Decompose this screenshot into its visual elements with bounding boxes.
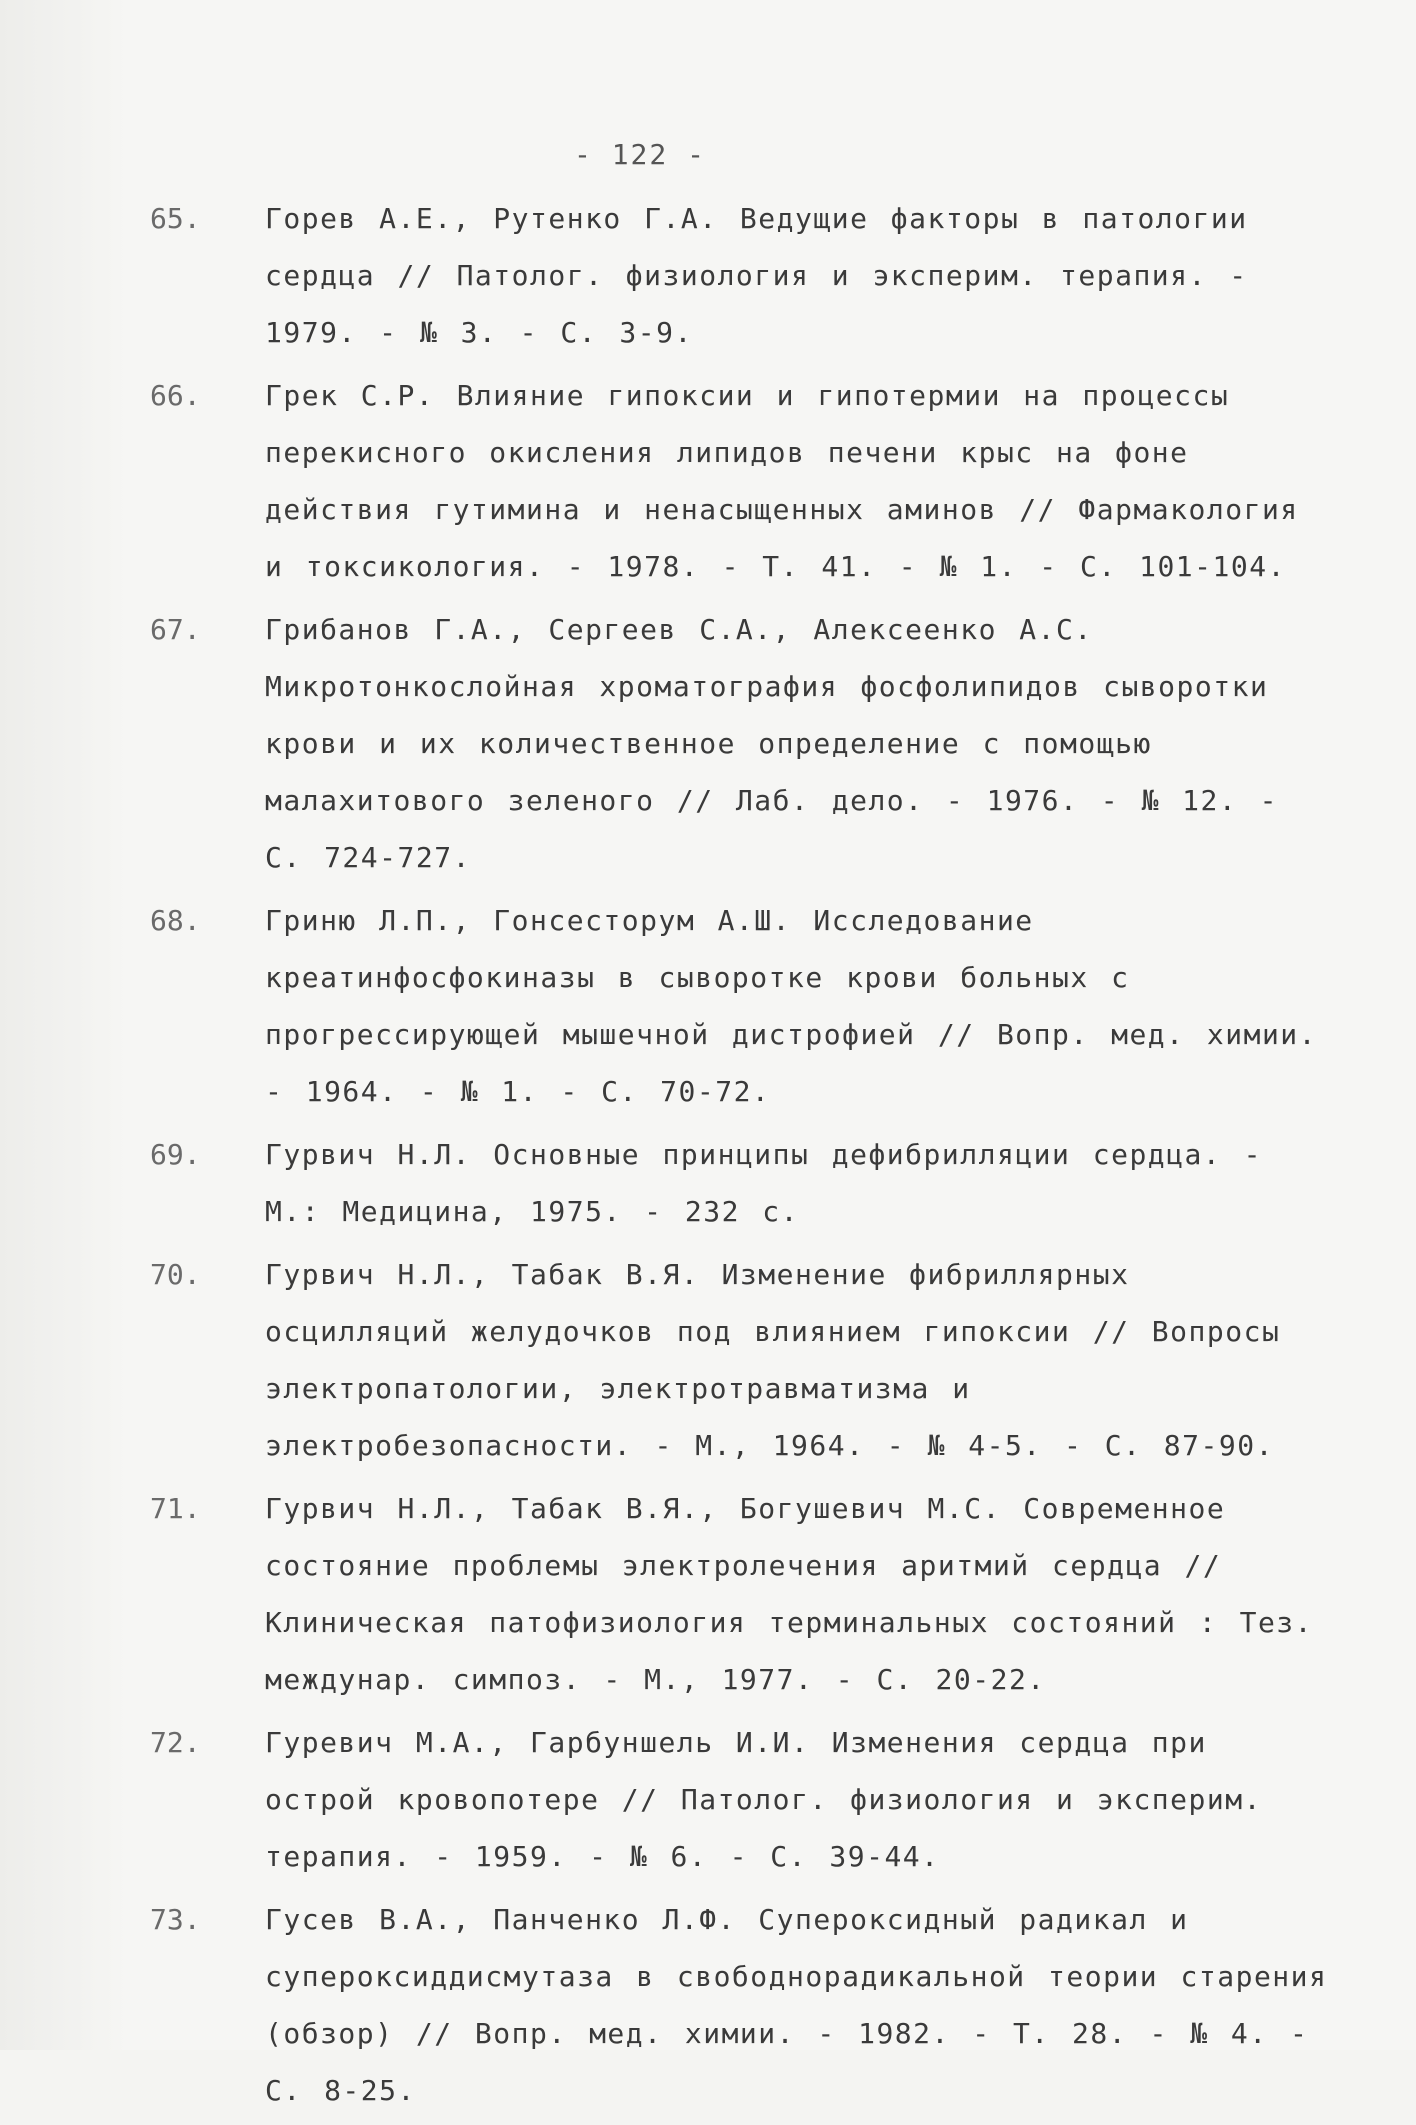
- entry-number: 68.: [150, 904, 201, 937]
- bibliography-entry: [150, 367, 1330, 595]
- bibliography-entry: [150, 1714, 1330, 1885]
- page-number: - 122 -: [573, 138, 706, 171]
- entry-text: Горев А.Е., Рутенко Г.А. Ведущие факторы в патологии сердца // Патолог. физиология и эксперим. терапия. - 1979. - № 3. - С. 3-9.: [265, 202, 1248, 349]
- bibliography-entry: [150, 1126, 1330, 1240]
- bibliography-entry: [150, 1246, 1330, 1474]
- entry-number: 67.: [150, 613, 201, 646]
- entry-number: 73.: [150, 1903, 201, 1936]
- entry-text: Грек С.Р. Влияние гипоксии и гипотермии на процессы перекисного окисления липидов печени крыс на фоне действия гутимина и ненасыщенных аминов // Фармакология и токсикология. - 1978. - Т. 41. - № 1. - С. 101-104.: [265, 379, 1299, 583]
- bibliography-entry: [150, 190, 1330, 361]
- entry-text: Гурвич Н.Л. Основные принципы дефибрилляции сердца. - М.: Медицина, 1975. - 232 с.: [265, 1138, 1262, 1228]
- entry-text: Гуревич М.А., Гарбуншель И.И. Изменения сердца при острой кровопотере // Патолог. физиология и эксперим. терапия. - 1959. - № 6. - С. 39-44.: [265, 1726, 1262, 1873]
- entry-number: 72.: [150, 1726, 201, 1759]
- scan-shadow: [0, 0, 130, 2050]
- entry-number: 70.: [150, 1258, 201, 1291]
- bibliography-entry: [150, 892, 1330, 1120]
- entry-text: Гурвич Н.Л., Табак В.Я. Изменение фибриллярных осцилляций желудочков под влиянием гипоксии // Вопросы электропатологии, электротравматизма и электробезопасности. - М., 1964. - № 4-5. - С. 87-90.: [265, 1258, 1281, 1462]
- entry-number: 65.: [150, 202, 201, 235]
- entry-number: 66.: [150, 379, 201, 412]
- entry-text: Гусев В.А., Панченко Л.Ф. Супероксидный радикал и супероксиддисмутаза в свободнорадикальной теории старения (обзор) // Вопр. мед. химии. - 1982. - Т. 28. - № 4. - С. 8-25.: [265, 1903, 1328, 2107]
- bibliography-entry: [150, 1891, 1330, 2119]
- bibliography-entry: [150, 601, 1330, 886]
- bibliography-entry: [150, 1480, 1330, 1708]
- entry-text: Гриню Л.П., Гонсесторум А.Ш. Исследование креатинфосфокиназы в сыворотке крови больных с прогрессирующей мышечной дистрофией // Вопр. мед. химии. - 1964. - № 1. - С. 70-72.: [265, 904, 1318, 1108]
- bibliography-list: [150, 190, 1330, 2125]
- entry-number: 71.: [150, 1492, 201, 1525]
- entry-text: Грибанов Г.А., Сергеев С.А., Алексеенко А.С. Микротонкослойная хроматография фосфолипидов сыворотки крови и их количественное определение с помощью малахитового зеленого // Лаб. дело. - 1976. - № 12. - С. 724-727.: [265, 613, 1278, 874]
- entry-number: 69.: [150, 1138, 201, 1171]
- entry-text: Гурвич Н.Л., Табак В.Я., Богушевич М.С. Современное состояние проблемы электролечения аритмий сердца // Клиническая патофизиология терминальных состояний : Тез. междунар. симпоз. - М., 1977. - С. 20-22.: [265, 1492, 1314, 1696]
